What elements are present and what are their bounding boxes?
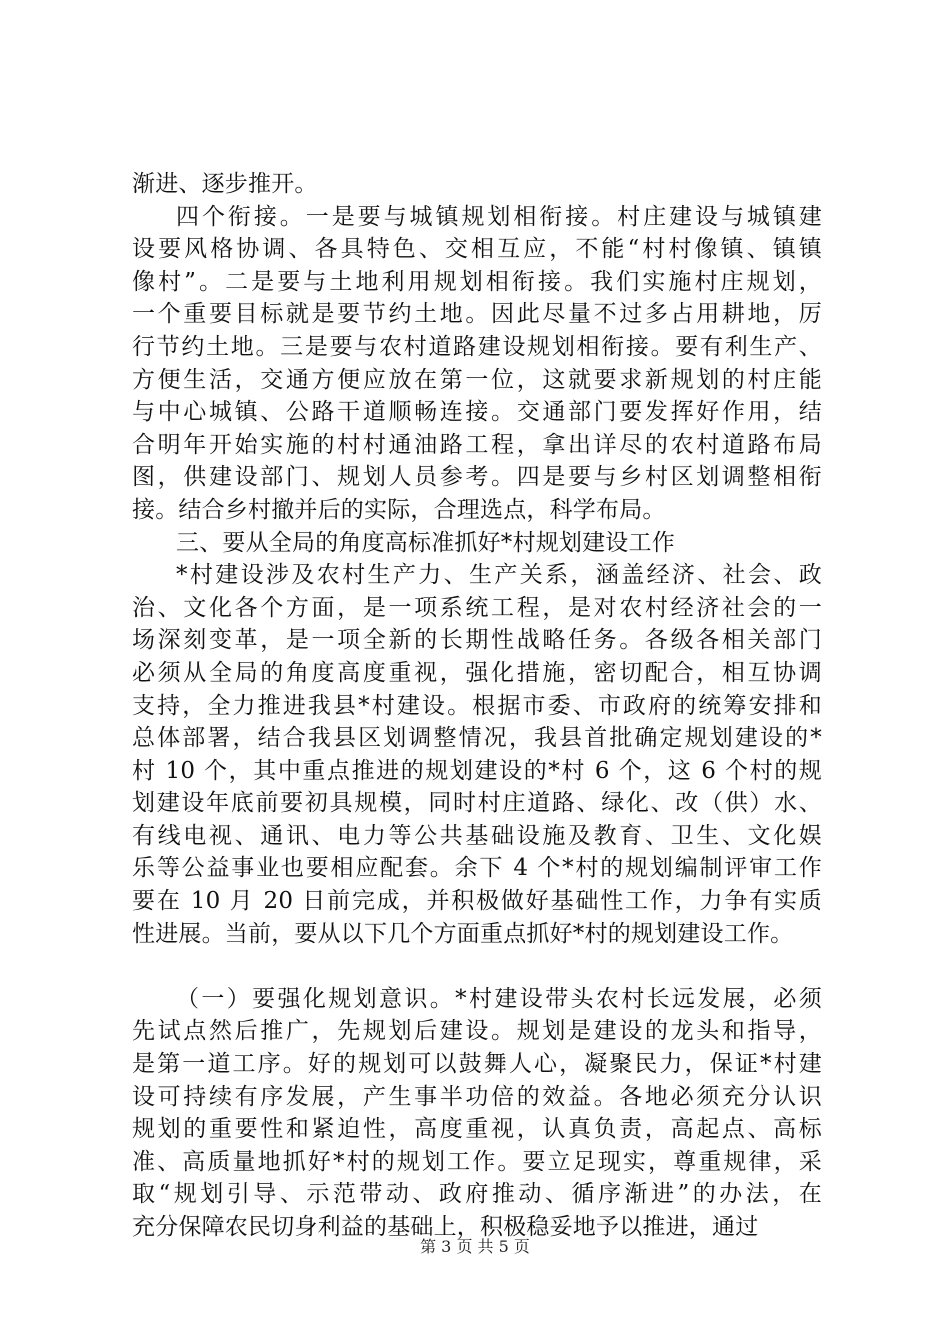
paragraph-line: 支持，全力推进我县*村建设。根据市委、市政府的统筹安排和 <box>132 692 822 719</box>
paragraph-line: 三、要从全局的角度高标准抓好*村规划建设工作 <box>176 529 675 556</box>
paragraph-line: 先试点然后推广，先规划后建设。规划是建设的龙头和指导， <box>132 1018 822 1045</box>
paragraph-line: 村 10 个，其中重点推进的规划建设的*村 6 个，这 6 个村的规 <box>132 757 822 784</box>
paragraph-line: 规划的重要性和紧迫性，高度重视，认真负责，高起点、高标 <box>132 1116 822 1143</box>
paragraph-line: 与中心城镇、公路干道顺畅连接。交通部门要发挥好作用，结 <box>132 399 822 426</box>
paragraph-line: 设可持续有序发展，产生事半功倍的效益。各地必须充分认识 <box>132 1083 822 1110</box>
paragraph-line: 必须从全局的角度高度重视，强化措施，密切配合，相互协调 <box>132 659 822 686</box>
paragraph-line: （一）要强化规划意识。*村建设带头农村长远发展，必须 <box>176 985 822 1012</box>
paragraph-gap <box>132 950 822 983</box>
paragraph-line: 准、高质量地抓好*村的规划工作。要立足现实，尊重规律，采 <box>132 1148 822 1175</box>
paragraph-line: 要在 10 月 20 日前完成，并积极做好基础性工作，力争有实质 <box>132 888 822 915</box>
paragraph-line: 划建设年底前要初具规模，同时村庄道路、绿化、改（供）水、 <box>132 790 822 817</box>
paragraph-line: *村建设涉及农村生产力、生产关系，涵盖经济、社会、政 <box>176 562 822 589</box>
paragraph-line: 方便生活，交通方便应放在第一位，这就要求新规划的村庄能 <box>132 366 822 393</box>
paragraph-line: 像村”。二是要与土地利用规划相衔接。我们实施村庄规划， <box>132 268 822 295</box>
paragraph-line: 充分保障农民切身利益的基础上，积极稳妥地予以推进，通过 <box>132 1214 759 1240</box>
page-footer: 第 3 页 共 5 页 <box>420 1237 530 1256</box>
paragraph-line: 总体部署，结合我县区划调整情况，我县首批确定规划建设的* <box>132 725 822 752</box>
paragraph-line: 性进展。当前，要从以下几个方面重点抓好*村的规划建设工作。 <box>132 920 794 947</box>
paragraph-line: 是第一道工序。好的规划可以鼓舞人心，凝聚民力，保证*村建 <box>132 1051 822 1078</box>
document-body <box>132 168 822 1244</box>
paragraph-line: 有线电视、通讯、电力等公共基础设施及教育、卫生、文化娱 <box>132 822 822 849</box>
paragraph-line: 图，供建设部门、规划人员参考。四是要与乡村区划调整相衔 <box>132 464 822 491</box>
paragraph-line: 接。结合乡村撤并后的实际，合理选点，科学布局。 <box>132 496 666 523</box>
paragraph-line: 合明年开始实施的村村通油路工程，拿出详尽的农村道路布局 <box>132 431 822 458</box>
paragraph-line: 渐进、逐步推开。 <box>132 171 318 197</box>
paragraph-line: 治、文化各个方面，是一项系统工程，是对农村经济社会的一 <box>132 594 822 621</box>
paragraph-line: 四个衔接。一是要与城镇规划相衔接。村庄建设与城镇建 <box>176 203 822 230</box>
paragraph-line: 行节约土地。三是要与农村道路建设规划相衔接。要有利生产、 <box>132 333 822 360</box>
paragraph-line: 场深刻变革，是一项全新的长期性战略任务。各级各相关部门 <box>132 627 822 654</box>
paragraph-line: 取“规划引导、示范带动、政府推动、循序渐进”的办法，在 <box>132 1181 822 1208</box>
paragraph-line: 一个重要目标就是要节约土地。因此尽量不过多占用耕地，厉 <box>132 301 822 328</box>
paragraph-line: 乐等公益事业也要相应配套。余下 4 个*村的规划编制评审工作 <box>132 855 822 882</box>
paragraph-line: 设要风格协调、各具特色、交相互应，不能“村村像镇、镇镇 <box>132 236 822 263</box>
